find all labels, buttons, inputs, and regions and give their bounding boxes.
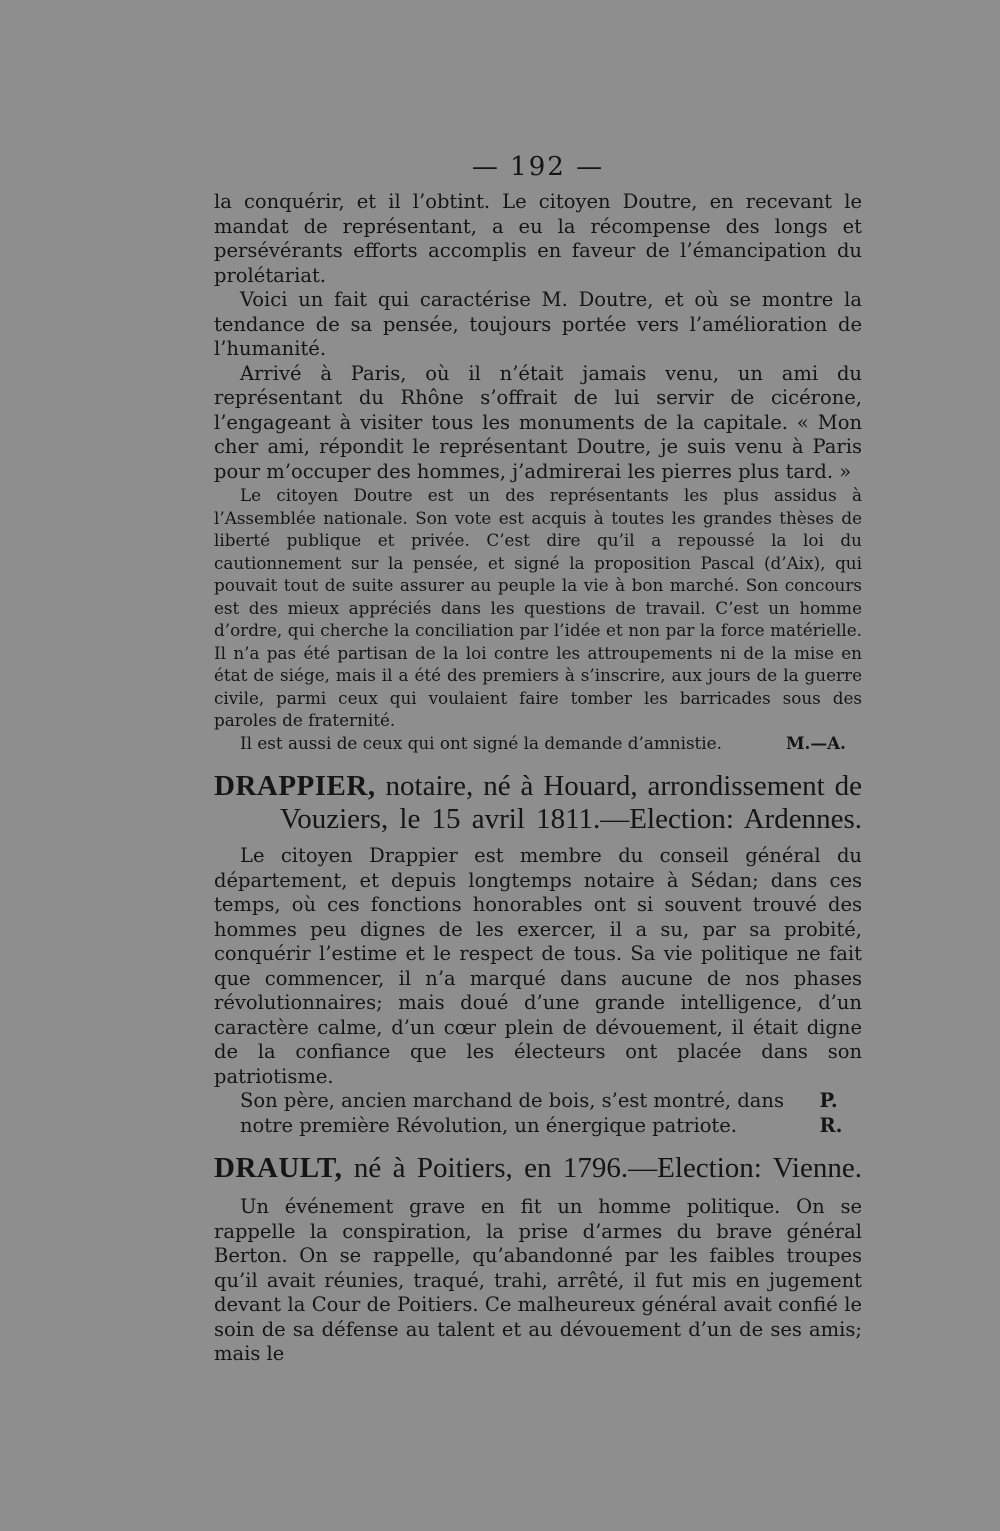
entry-heading — [214, 1152, 862, 1185]
paragraph-with-signature — [214, 1089, 862, 1138]
entry-heading — [214, 770, 862, 836]
author-signature: M.—A. — [785, 732, 846, 753]
doutre-entry-continuation — [214, 190, 862, 754]
small-print-paragraph: Le citoyen Doutre est un des représentants les plus assidus à l’Assemblée nationale. Son vote est acquis à toutes les grandes thèses de liberté publique et privée. C’est dire qu’il a repoussé la loi du cautionnement sur la pensée, et signé la proposition Pascal (d’Aix), qui pouvait tout de suite assurer au peuple la vie à bon marché. Son concours est des mieux appréciés dans les questions de travail. C’est un homme d’ordre, qui cherche la conciliation par l’idée et non par la force matérielle. Il n’a pas été partisan de la loi contre les attroupements ni de la mise en état de siége, mais il a été des premiers à s’inscrire, aux jours de la guerre civile, parmi ceux qui voulaient faire tomber les barricades sous des paroles de fraternité. — [214, 485, 862, 730]
book-page — [214, 150, 862, 1367]
closing-line — [214, 732, 862, 755]
entry-name: DRAPPIER, — [214, 770, 376, 802]
closing-text: Il est aussi de ceux qui ont signé la demande d’amnistie. — [240, 732, 722, 753]
entry-details: né à Poitiers, en 1796.—Election: Vienne. — [342, 1152, 862, 1184]
body-paragraph: Le citoyen Drappier est membre du conseil général du département, et depuis longtemps notaire à Sédan; dans ces temps, où ces fonctions honorables ont si souvent trouvé des hommes peu dignes de les exercer, il a su, par sa probité, conquérir l’estime et le respect de tous. Sa vie politique ne fait que commencer, il n’a marqué dans aucune de nos phases révolutionnaires; mais doué d’une grande intelligence, d’un caractère calme, d’un cœur plein de dévouement, il était digne de la confiance que les électeurs ont placée dans son patriotisme. — [214, 844, 862, 1088]
page-number: — 192 — — [471, 152, 605, 182]
drault-entry — [214, 1152, 862, 1367]
body-paragraph: Son père, ancien marchand de bois, s’est montré, dans notre première Révolution, un énergique patriote. — [240, 1089, 784, 1137]
entry-name: DRAULT, — [214, 1152, 343, 1184]
drappier-entry — [214, 770, 862, 1138]
body-paragraph: Arrivé à Paris, où il n’était jamais venu, un ami du représentant du Rhône s’offrait de lui servir de cicérone, l’engageant à visiter tous les monuments de la capitale. « Mon cher ami, répondit le représentant Doutre, je suis venu à Paris pour m’occuper des hommes, j’admirerai les pierres plus tard. » — [214, 361, 862, 483]
body-paragraph: la conquérir, et il l’obtint. Le citoyen Doutre, en recevant le mandat de représentant, a eu la récompense des longs et persévérants efforts accomplis en faveur de l’émancipation du prolétariat. — [214, 190, 862, 287]
body-paragraph: Voici un fait qui caractérise M. Doutre, et où se montre la tendance de sa pensée, toujours portée vers l’amélioration de l’humanité. — [214, 288, 862, 360]
author-signature: P. R. — [819, 1089, 843, 1137]
body-paragraph: Un événement grave en fit un homme politique. On se rappelle la conspiration, la prise d’armes du brave général Berton. On se rappelle, qu’abandonné par les faibles troupes qu’il avait réunies, traqué, trahi, arrêté, il fut mis en jugement devant la Cour de Poitiers. Ce malheureux général avait confié le soin de sa défense au talent et au dévouement d’un de ses amis; mais le — [214, 1195, 862, 1365]
entry-details: notaire, né à Houard, arrondissement de Vouziers, le 15 avril 1811.—Election: Ardennes. — [280, 770, 862, 835]
